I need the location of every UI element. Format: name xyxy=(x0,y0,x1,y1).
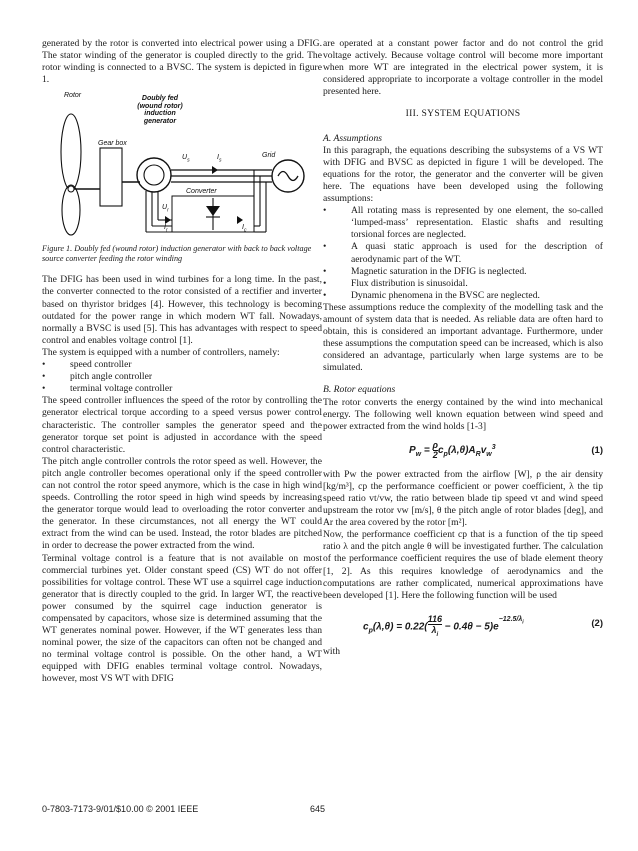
voltage-control-paragraph: Terminal voltage control is a feature that is not available on most commercial turbines yet. Older constant speed (CS) WT do not offer possibilities for voltage control. These WT use a squirrel cage induction generator that is directly coupled to the grid. In larger WT, the reactive power consumed by the squirrel cage induction generator is compensated by capacitors, whose size is determined assuming that the WT generates nominal power. However, if the WT generates less than nominal power, the size of the capacitors can often not be changed and no terminal voltage control is possible. On the other hand, a WT equipped with DFIG enables terminal voltage control. Nowadays, however, most VS WT with DFIG xyxy=(42,552,322,685)
speed-controller-paragraph: The speed controller influences the speed of the rotor by controlling the generator electrical torque according to a speed versus power control characteristic. The controller samples the generator speed and the generator torque set point is adjusted in accordance with the speed control characteristic. xyxy=(42,395,322,455)
right-column xyxy=(323,38,603,658)
rotor-equations-intro: The rotor converts the energy contained by the wind into mechanical energy. The following well known equation between wind speed and power extracted from the wind holds [1-3] xyxy=(323,396,603,432)
left-column xyxy=(42,38,322,686)
converter-label: Converter xyxy=(186,188,217,196)
list-item: • Magnetic saturation in the DFIG is neglected. xyxy=(323,266,603,278)
performance-coefficient-paragraph: Now, the performance coefficient cp that is a function of the tip speed ratio λ and the pitch angle θ will be investigated further. The calculation of the performance coefficient requires the use of blade element theory [1, 2]. As this requires knowledge of aerodynamics and the computations are rather complicated, numerical approximations have been developed [1]. Here the following function will be used xyxy=(323,529,603,601)
voltage-control-continued: are operated at a constant power factor and do not control the grid voltage actively. Because voltage control will become more important when more WT are integrated in the electrical power system, it is considered appropriate to incorporate a voltage controller in the model presented here. xyxy=(323,38,603,98)
pitch-controller-paragraph: The pitch angle controller controls the rotor speed as well. However, the pitch angle controller becomes operational only if the speed controller can not control the rotor speed anymore, which is the case in high wind speeds. Controlling the rotor speed in high wind speeds by increasing the generator torque would lead to overloading the rotor converter and the generator. In these circumstances, not all energy the WT could extract from the wind can be used. Instead, the rotor blades are pitched in order to decrease the power extracted from the wind. xyxy=(42,455,322,552)
equation-2-number: (2) xyxy=(591,617,603,629)
figure-1-caption: Figure 1. Doubly fed (wound rotor) induction generator with back to back voltage source converter feeding the rotor winding xyxy=(42,244,312,264)
list-item: • A quasi static approach is used for the description of aerodynamic part of the WT. xyxy=(323,241,603,265)
dfig-label: Doubly fed (wound rotor) induction generator xyxy=(137,95,183,125)
assumptions-list xyxy=(323,205,603,302)
is-label: $I_s$ xyxy=(217,154,222,164)
list-item: • speed controller xyxy=(42,359,322,371)
isbn-footer: 0-7803-7173-9/01/$10.00 © 2001 IEEE xyxy=(42,804,199,814)
list-item: • Flux distribution is sinusoidal. xyxy=(323,278,603,290)
ir-label: $I_r$ xyxy=(164,224,168,234)
rotor-label: Rotor xyxy=(64,92,82,100)
assumptions-intro: In this paragraph, the equations describing the subsystems of a VS WT with DFIG and BVSC as depicted in figure 1 will be developed. The equations for the rotor, the generator and the converter will be given here. The equations have been developed using the following assumptions: xyxy=(323,144,603,205)
equation-1-body: $P_w$ = $\frac{\rho}{2}$ $c_p(\lambda,\theta)A_Rv_w^3$ xyxy=(409,439,496,460)
us-label: $U_s$ xyxy=(182,154,190,164)
figure-1 xyxy=(42,92,322,240)
section-title: III. SYSTEM EQUATIONS xyxy=(405,108,521,120)
controllers-list xyxy=(42,359,322,395)
subsection-assumptions: A. Assumptions xyxy=(323,132,382,144)
controllers-intro: The system is equipped with a number of controllers, namely: xyxy=(42,346,280,358)
intro-paragraph: generated by the rotor is converted into electrical power using a DFIG. The stator winding of the generator is coupled directly to the grid. The rotor winding is connected to a BVSC. The system is depicted in figure 1. xyxy=(42,38,322,86)
equation-2-body: $c_p(\lambda,\theta) = 0.22$( $\frac{116}{\lambda_i}$ − $0.4\theta - 5)e^{-12.5/\lambda_i}$ xyxy=(363,613,524,638)
equation-1 xyxy=(323,437,603,463)
list-item: • All rotating mass is represented by one element, the so-called ‘lumped-mass’ representation. Elastic shafts and resulting torsional forces are neglected. xyxy=(323,205,603,241)
list-item: • Dynamic phenomena in the BVSC are neglected. xyxy=(323,290,603,302)
page-number: 645 xyxy=(310,804,326,814)
with-text: with xyxy=(323,645,341,657)
dfig-history-paragraph: The DFIG has been used in wind turbines for a long time. In the past, the converter connected to the rotor consisted of a rectifier and inverter based on thyristor bridges [4]. However, this technology is becoming outdated for the power range in which modern WT fall. Nowadays, normally a BVSC is used [5]. This has advantages with respect to speed control and enables voltage control [1]. xyxy=(42,274,322,346)
assumptions-conclusion: These assumptions reduce the complexity of the modelling task and the amount of system data that is needed. As reliable data are often hard to obtain, this is considered an important advantage. Furthermore, under these assumptions the computation speed can be increased, which is also considered an advantage, particularly when large systems are to be simulated. xyxy=(323,301,603,374)
list-item: • pitch angle controller xyxy=(42,371,322,383)
ic-label: $I_c$ xyxy=(242,224,247,234)
equation-1-number: (1) xyxy=(591,444,603,456)
equation-2 xyxy=(323,606,603,640)
ur-label: $U_r$ xyxy=(162,204,169,214)
equation-1-explanation: with Pw the power extracted from the airflow [W], ρ the air density [kg/m³], cp the performance coefficient or power coefficient, λ the tip speed ratio vt/vw, the ratio between blade tip speed vt and wind speed upstream the rotor vw [m/s], θ the pitch angle of rotor blades [deg], and Ar the area covered by the rotor [m²]. xyxy=(323,468,603,529)
list-item: • terminal voltage controller xyxy=(42,383,322,395)
gear-box-label: Gear box xyxy=(98,140,127,148)
grid-label: Grid xyxy=(262,152,276,160)
subsection-rotor-equations: B. Rotor equations xyxy=(323,384,396,396)
